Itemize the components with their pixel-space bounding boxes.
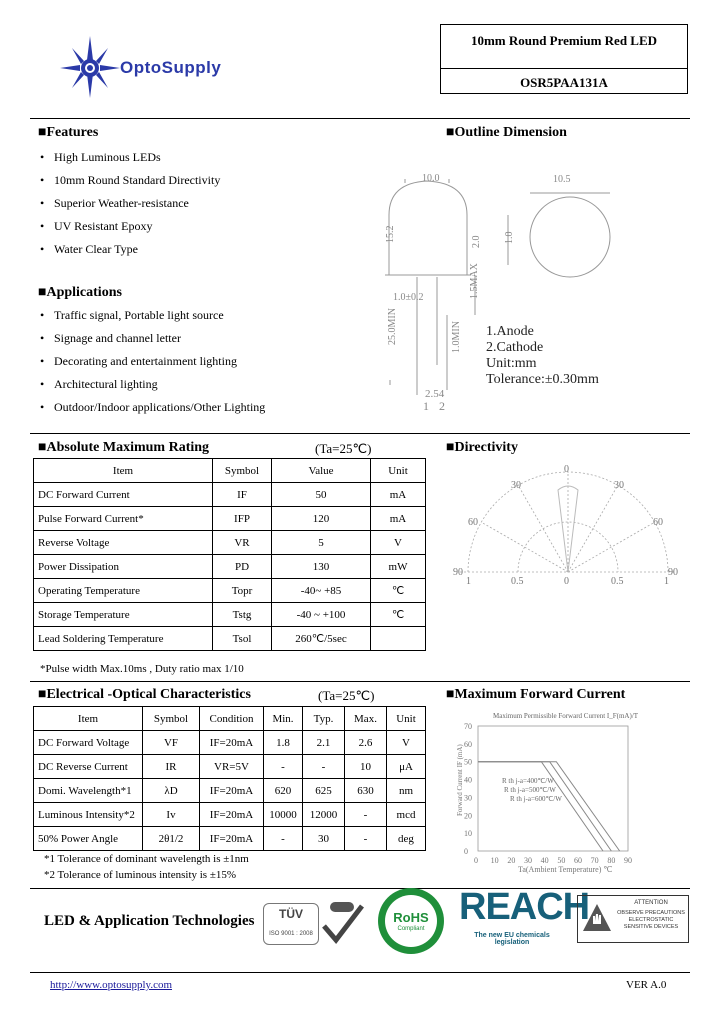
list-item: • High Luminous LEDs (40, 150, 161, 164)
brand-logo (58, 34, 273, 100)
table-header: Item Symbol Value Unit (34, 459, 426, 483)
attention-text: OBSERVE PRECAUTIONS ELECTROSTATIC SENSITIVE DEVICES (617, 910, 685, 930)
radial-label: 1 (664, 576, 669, 585)
list-item: • Signage and channel letter (40, 331, 181, 345)
x-tick-label: 20 (507, 856, 516, 865)
rohs-badge (378, 888, 444, 954)
section-divider (30, 433, 690, 434)
x-tick-label: 90 (624, 856, 632, 865)
x-tick-label: 10 (490, 856, 499, 865)
angle-label: 0 (564, 464, 569, 475)
reach-logo (459, 886, 590, 946)
x-tick-label: 40 (540, 856, 549, 865)
mfc-legend-item: R th j-a=600℃/W (510, 795, 562, 803)
mfc-xlabel: Ta(Ambient Temperature) ℃ (518, 865, 613, 874)
brand-name: OptoSupply (120, 58, 222, 77)
directivity-chart (450, 460, 690, 585)
angle-label: 30 (511, 480, 521, 491)
dim-text: 2 (439, 399, 445, 413)
mfc-legend-item: R th j-a=400℃/W (502, 777, 554, 785)
table-row: Power Dissipation PD 130 mW (34, 555, 426, 579)
dim-text: 1.0MIN (451, 321, 462, 353)
mfc-series (478, 762, 620, 851)
attention-title: ATTENTION (634, 900, 668, 906)
table-row: Pulse Forward Current* IFP 120 mA (34, 507, 426, 531)
legend-unit: Unit:mm (486, 356, 537, 371)
y-tick-label: 60 (464, 739, 472, 749)
y-tick-label: 30 (464, 793, 472, 803)
list-item: • Architectural lighting (40, 377, 158, 391)
star-logo-icon (58, 34, 128, 100)
iso-text: ISO 9001 : 2008 (269, 931, 313, 937)
y-tick-label: 50 (464, 757, 472, 767)
check-mark-icon (318, 900, 366, 946)
x-tick-label: 50 (557, 856, 566, 865)
y-tick-label: 0 (464, 847, 468, 856)
esd-attention-label (577, 895, 689, 943)
table-row: DC Reverse Current IR VR=5V - - 10 μA (34, 755, 426, 779)
reach-sub-text: The new EU chemicals legislation (474, 932, 550, 946)
dim-text: 1.0±0.2 (393, 292, 424, 303)
legend-cathode: 2.Cathode (486, 340, 544, 355)
table-row: DC Forward Current IF 50 mA (34, 483, 426, 507)
mfc-series-line (478, 762, 620, 851)
abs-max-note: *Pulse width Max.10ms , Duty ratio max 1/10 (40, 663, 244, 675)
eo-note-2: *2 Tolerance of luminous intensity is ±15% (44, 869, 237, 881)
radial-label: 1 (466, 576, 471, 585)
table-row: DC Forward Voltage VF IF=20mA 1.8 2.1 2.6 V (34, 731, 426, 755)
dim-text: 1.5MAX (469, 263, 480, 299)
table-row: 50% Power Angle 2θ1/2 IF=20mA - 30 - deg (34, 827, 426, 851)
product-title: 10mm Round Premium Red LED (470, 33, 658, 48)
header-divider (30, 118, 690, 119)
x-tick-label: 70 (590, 856, 599, 865)
version-text: VER A.0 (626, 979, 667, 991)
title-box (440, 24, 688, 94)
tagline: LED & Application Technologies (44, 913, 255, 929)
directivity-heading: ■Directivity (446, 440, 518, 455)
eo-condition: (Ta=25℃) (318, 688, 375, 703)
angle-label: 60 (653, 517, 663, 528)
radial-label: 0 (564, 576, 569, 585)
dim-text: 25.0MIN (387, 308, 398, 345)
table-row: Luminous Intensity*2 Iv IF=20mA 10000 12000 - mcd (34, 803, 426, 827)
rohs-sub-text: Compliant (397, 926, 425, 932)
tuv-badge (263, 903, 319, 945)
list-item: • Decorating and entertainment lighting (40, 354, 237, 368)
radial-label: 0.5 (611, 576, 624, 585)
mfc-legend-item: R th j-a=500℃/W (504, 786, 556, 794)
dim-text: 10.5 (553, 174, 571, 185)
dim-text: 1.0 (504, 231, 515, 244)
table-row: Storage Temperature Tstg -40 ~ +100 ℃ (34, 603, 426, 627)
features-heading: ■Features (38, 125, 99, 140)
applications-heading: ■Applications (38, 285, 122, 300)
list-item: • Water Clear Type (40, 242, 138, 256)
abs-max-condition: (Ta=25℃) (315, 441, 372, 456)
x-tick-label: 80 (607, 856, 616, 865)
mfc-series-line (478, 762, 603, 851)
table-row: Reverse Voltage VR 5 V (34, 531, 426, 555)
list-item: • UV Resistant Epoxy (40, 219, 153, 233)
angle-label: 90 (668, 567, 678, 578)
part-number: OSR5PAA131A (520, 75, 608, 90)
y-tick-label: 20 (464, 811, 472, 821)
legend-anode: 1.Anode (486, 324, 534, 339)
dim-text: 2.54 (425, 388, 445, 400)
footer-divider (30, 972, 690, 973)
legend-tolerance: Tolerance:±0.30mm (486, 372, 599, 387)
tuv-text: TÜV (279, 907, 303, 921)
y-tick-label: 40 (464, 775, 472, 785)
outline-legend (486, 324, 599, 388)
table-row: Domi. Wavelength*1 λD IF=20mA 620 625 630 nm (34, 779, 426, 803)
y-tick-label: 10 (464, 829, 472, 839)
mfc-chart-title: Maximum Permissible Forward Current I_F(mA)/T (493, 712, 639, 720)
list-item: • Traffic signal, Portable light source (40, 308, 224, 322)
esd-hand-icon (581, 902, 613, 934)
outline-heading: ■Outline Dimension (446, 125, 567, 140)
x-tick-label: 0 (474, 856, 478, 865)
mfc-heading: ■Maximum Forward Current (446, 687, 626, 702)
angle-label: 90 (453, 567, 463, 578)
reach-text: REACH (459, 886, 590, 928)
dim-text: 1 (423, 399, 429, 413)
dim-text: 2.0 (471, 235, 482, 248)
website-link[interactable]: http://www.optosupply.com (50, 979, 173, 991)
table-row: Lead Soldering Temperature Tsol 260℃/5sec (34, 627, 426, 651)
y-tick-label: 70 (464, 722, 472, 731)
dim-text: 10.0 (422, 173, 440, 184)
section-divider (30, 888, 690, 889)
eo-table (33, 706, 426, 851)
radial-label: 0.5 (511, 576, 524, 585)
rohs-text: RoHS (393, 910, 429, 925)
dim-text: 15.2 (385, 225, 396, 243)
x-tick-label: 30 (524, 856, 532, 865)
list-item: • 10mm Round Standard Directivity (40, 173, 221, 187)
list-item: • Superior Weather-resistance (40, 196, 189, 210)
eo-note-1: *1 Tolerance of dominant wavelength is ±1nm (44, 853, 249, 865)
abs-max-table (33, 458, 426, 651)
mfc-chart (448, 706, 688, 876)
mfc-series-line (478, 762, 611, 851)
section-divider (30, 681, 690, 682)
eo-heading: ■Electrical -Optical Characteristics (38, 687, 251, 702)
x-tick-label: 60 (574, 856, 582, 865)
mfc-ylabel: Forward Current IF (mA) (456, 744, 464, 816)
table-header: Item Symbol Condition Min. Typ. Max. Unit (34, 707, 426, 731)
table-row: Operating Temperature Topr -40~ +85 ℃ (34, 579, 426, 603)
list-item: • Outdoor/Indoor applications/Other Lighting (40, 400, 266, 414)
angle-label: 30 (614, 480, 624, 491)
abs-max-heading: ■Absolute Maximum Rating (38, 440, 210, 455)
angle-label: 60 (468, 517, 478, 528)
